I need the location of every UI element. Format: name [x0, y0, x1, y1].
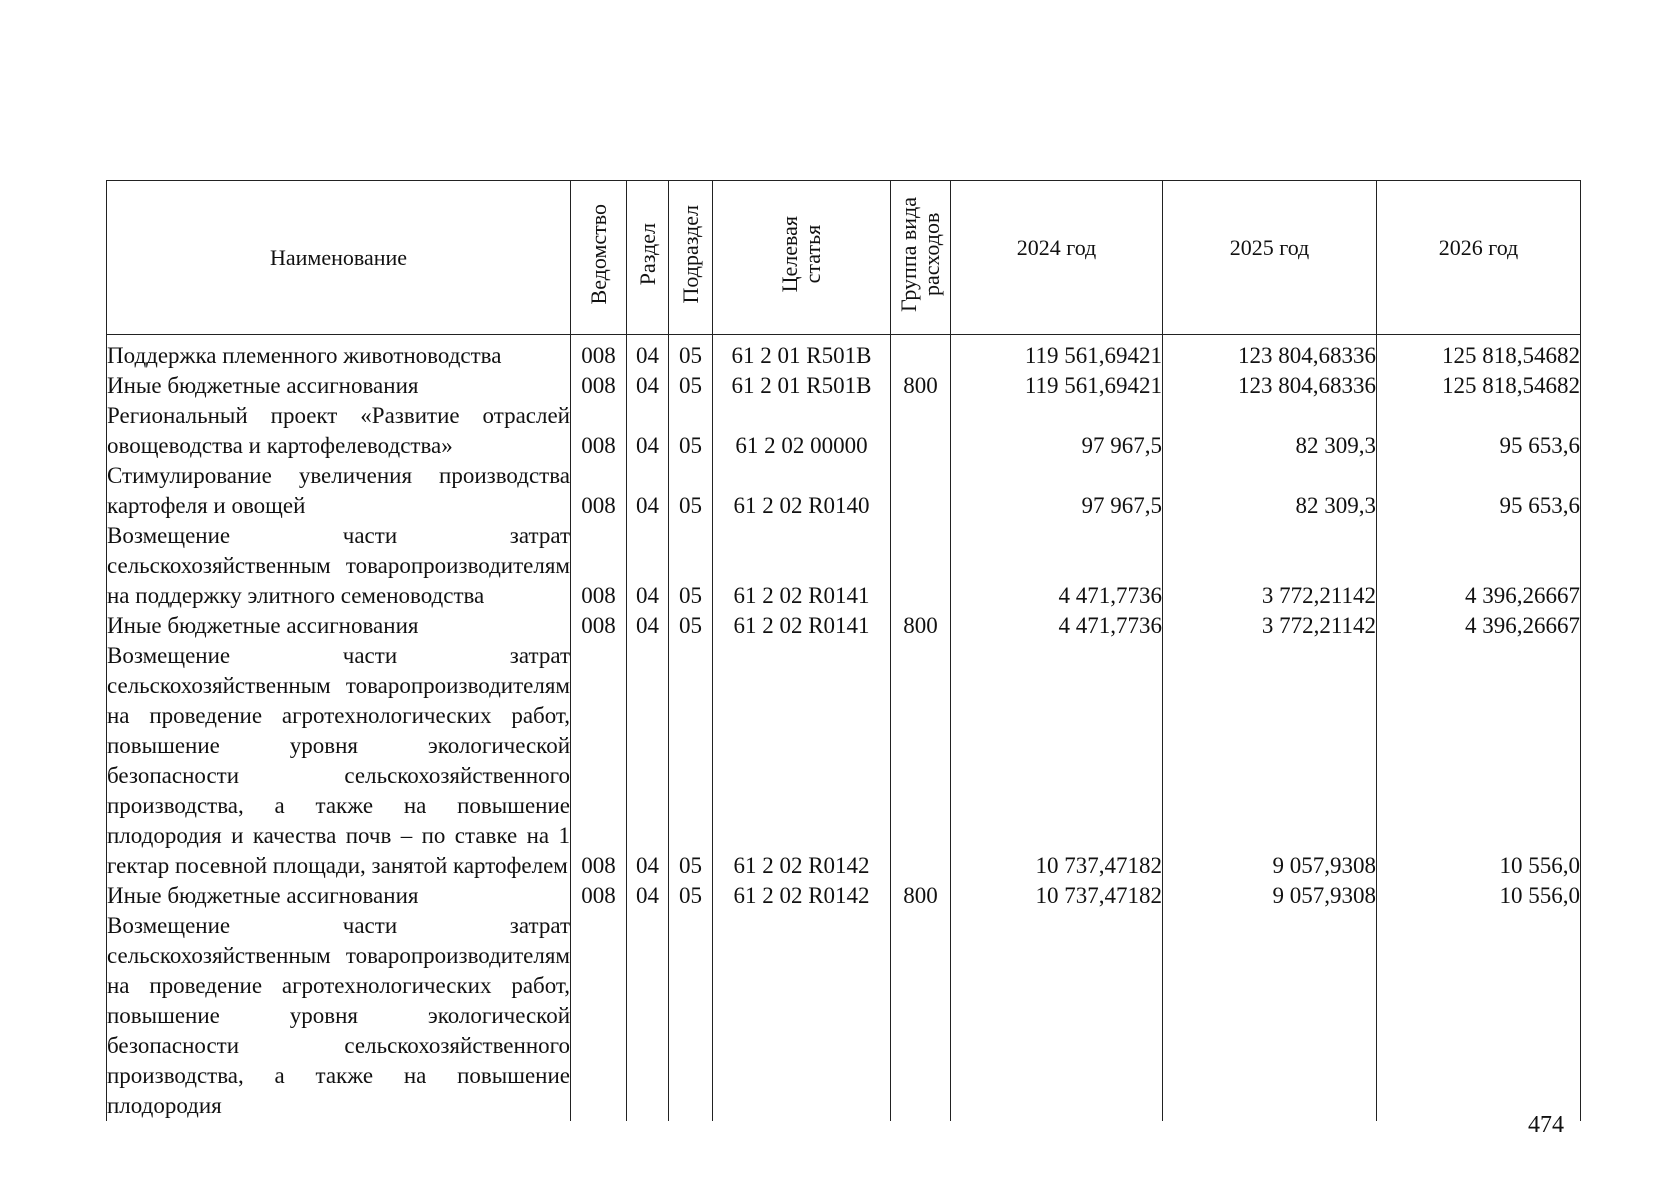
row-ministry: 008 — [571, 401, 627, 461]
row-ministry: 008 — [571, 335, 627, 372]
row-section — [627, 911, 669, 1121]
row-amount-2026: 95 653,6 — [1377, 461, 1581, 521]
row-ministry — [571, 911, 627, 1121]
header-section: Раздел — [627, 181, 669, 335]
row-target-article — [713, 911, 891, 1121]
row-name: Иные бюджетные ассигнования — [107, 371, 571, 401]
row-expense-group — [891, 401, 951, 461]
table-row — [107, 521, 1581, 611]
header-2025: 2025 год — [1163, 181, 1377, 335]
row-section: 04 — [627, 641, 669, 881]
table-row — [107, 881, 1581, 911]
row-section: 04 — [627, 401, 669, 461]
row-expense-group — [891, 641, 951, 881]
row-amount-2024: 119 561,69421 — [951, 371, 1163, 401]
row-expense-group — [891, 911, 951, 1121]
row-ministry: 008 — [571, 881, 627, 911]
row-expense-group: 800 — [891, 881, 951, 911]
row-target-article: 61 2 02 R0141 — [713, 521, 891, 611]
row-amount-2026: 10 556,0 — [1377, 881, 1581, 911]
table-body — [107, 335, 1581, 1122]
row-subsection: 05 — [669, 371, 713, 401]
row-amount-2025: 9 057,9308 — [1163, 881, 1377, 911]
row-section: 04 — [627, 521, 669, 611]
row-ministry: 008 — [571, 611, 627, 641]
row-amount-2025: 123 804,68336 — [1163, 335, 1377, 372]
row-amount-2025: 82 309,3 — [1163, 401, 1377, 461]
row-expense-group — [891, 521, 951, 611]
row-amount-2024: 97 967,5 — [951, 401, 1163, 461]
row-name: Иные бюджетные ассигнования — [107, 611, 571, 641]
row-ministry: 008 — [571, 371, 627, 401]
row-subsection — [669, 911, 713, 1121]
row-ministry: 008 — [571, 461, 627, 521]
row-amount-2024: 4 471,7736 — [951, 611, 1163, 641]
row-amount-2025: 123 804,68336 — [1163, 371, 1377, 401]
row-target-article: 61 2 02 00000 — [713, 401, 891, 461]
row-amount-2026: 125 818,54682 — [1377, 371, 1581, 401]
row-amount-2026: 95 653,6 — [1377, 401, 1581, 461]
row-ministry: 008 — [571, 641, 627, 881]
row-expense-group: 800 — [891, 371, 951, 401]
header-subsection: Подраздел — [669, 181, 713, 335]
header-target-line1: Целевая — [777, 216, 803, 293]
row-name: Региональный проект «Развитие отраслей овощеводства и картофелеводства» — [107, 401, 571, 461]
row-amount-2025: 3 772,21142 — [1163, 611, 1377, 641]
header-group-line2: расходов — [919, 212, 945, 297]
row-amount-2026: 4 396,26667 — [1377, 611, 1581, 641]
header-name: Наименование — [107, 181, 571, 335]
header-2026: 2026 год — [1377, 181, 1581, 335]
header-target-article — [713, 181, 891, 335]
header-target-line2: статья — [800, 225, 826, 284]
row-target-article: 61 2 02 R0140 — [713, 461, 891, 521]
table-row — [107, 401, 1581, 461]
row-amount-2024: 10 737,47182 — [951, 641, 1163, 881]
header-group-line1: Группа вида — [896, 197, 922, 312]
row-section: 04 — [627, 335, 669, 372]
row-amount-2025: 3 772,21142 — [1163, 521, 1377, 611]
row-name: Возмещение части затрат сельскохозяйственным товаропроизводителям на проведение агротехнологических работ, повышение уровня экологической безопасности сельскохозяйственного производства, а также на повышение плодородия — [107, 911, 571, 1121]
budget-table — [106, 180, 1581, 1121]
table-row — [107, 611, 1581, 641]
row-amount-2025: 9 057,9308 — [1163, 641, 1377, 881]
row-section: 04 — [627, 461, 669, 521]
row-amount-2024: 4 471,7736 — [951, 521, 1163, 611]
row-name: Иные бюджетные ассигнования — [107, 881, 571, 911]
row-section: 04 — [627, 611, 669, 641]
table-row — [107, 335, 1581, 372]
row-subsection: 05 — [669, 401, 713, 461]
header-2024: 2024 год — [951, 181, 1163, 335]
row-name: Возмещение части затрат сельскохозяйственным товаропроизводителям на проведение агротехнологических работ, повышение уровня экологической безопасности сельскохозяйственного производства, а также на повышение плодородия и качества почв – по ставке на 1 гектар посевной площади, занятой картофелем — [107, 641, 571, 881]
row-subsection: 05 — [669, 881, 713, 911]
row-amount-2026: 125 818,54682 — [1377, 335, 1581, 372]
row-name: Стимулирование увеличения производства картофеля и овощей — [107, 461, 571, 521]
header-row — [107, 181, 1581, 335]
row-amount-2024: 119 561,69421 — [951, 335, 1163, 372]
row-expense-group — [891, 335, 951, 372]
row-subsection: 05 — [669, 335, 713, 372]
row-section: 04 — [627, 881, 669, 911]
row-name: Возмещение части затрат сельскохозяйственным товаропроизводителям на поддержку элитного семеноводства — [107, 521, 571, 611]
table-row — [107, 461, 1581, 521]
row-amount-2024: 97 967,5 — [951, 461, 1163, 521]
row-expense-group — [891, 461, 951, 521]
row-section: 04 — [627, 371, 669, 401]
table-row — [107, 371, 1581, 401]
row-amount-2025: 82 309,3 — [1163, 461, 1377, 521]
row-amount-2026: 4 396,26667 — [1377, 521, 1581, 611]
table-row — [107, 911, 1581, 1121]
row-amount-2024: 10 737,47182 — [951, 881, 1163, 911]
table-row — [107, 641, 1581, 881]
row-amount-2026: 10 556,0 — [1377, 641, 1581, 881]
row-subsection: 05 — [669, 461, 713, 521]
header-expense-group — [891, 181, 951, 335]
page-number: 474 — [1528, 1112, 1564, 1138]
row-ministry: 008 — [571, 521, 627, 611]
row-target-article: 61 2 02 R0142 — [713, 881, 891, 911]
row-target-article: 61 2 01 R501B — [713, 335, 891, 372]
row-subsection: 05 — [669, 521, 713, 611]
row-amount-2026 — [1377, 911, 1581, 1121]
row-subsection: 05 — [669, 611, 713, 641]
header-ministry: Ведомство — [571, 181, 627, 335]
row-expense-group: 800 — [891, 611, 951, 641]
row-amount-2024 — [951, 911, 1163, 1121]
row-target-article: 61 2 02 R0141 — [713, 611, 891, 641]
row-target-article: 61 2 01 R501B — [713, 371, 891, 401]
row-name: Поддержка племенного животноводства — [107, 335, 571, 372]
row-subsection: 05 — [669, 641, 713, 881]
row-amount-2025 — [1163, 911, 1377, 1121]
row-target-article: 61 2 02 R0142 — [713, 641, 891, 881]
